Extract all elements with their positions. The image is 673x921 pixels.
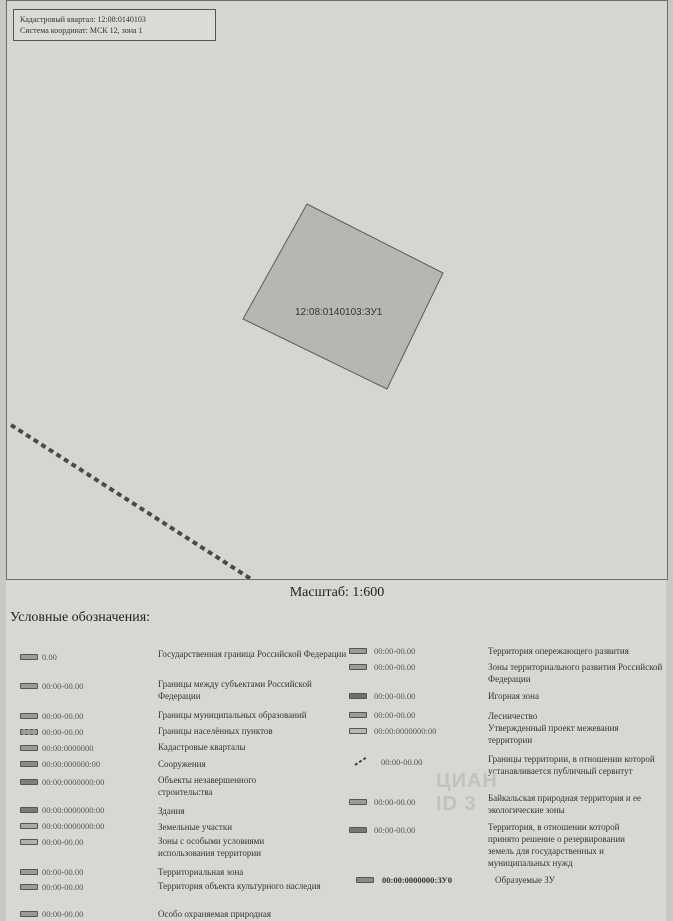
legend-swatch [20, 761, 38, 767]
legend-swatch [20, 729, 38, 735]
legend-title: Условные обозначения: [10, 610, 151, 625]
legend-code: 00:00-00.00 [374, 662, 416, 672]
legend-swatch [20, 779, 38, 785]
legend-desc: Образуемые ЗУ [495, 875, 555, 885]
legend-desc: Границы населённых пунктов [158, 726, 273, 736]
legend-code: 00:00-00.00 [42, 837, 84, 847]
legend-desc: Кадастровые кварталы [158, 742, 246, 752]
legend-desc: Территориальная зона [158, 867, 244, 877]
legend-desc: Лесничество [488, 711, 538, 721]
legend-swatch [20, 654, 38, 660]
legend-code: 00:00-00.00 [374, 646, 416, 656]
legend-swatch [20, 911, 38, 917]
legend-swatch [349, 664, 367, 670]
legend-code: 00:00-00.00 [42, 681, 84, 691]
legend-swatch [20, 869, 38, 875]
legend-desc: Зоны территориального развития Российской Федерации [488, 662, 663, 684]
legend-desc: Границы между субъектами Российской Федерации [158, 679, 312, 701]
legend-desc: Территория объекта культурного наследия [158, 881, 321, 891]
legend-code: 00:00-00.00 [42, 711, 84, 721]
scale-label: Масштаб: 1:600 [289, 585, 385, 600]
legend-swatch [349, 827, 367, 833]
legend-swatch [20, 683, 38, 689]
legend-desc: Территория опережающего развития [488, 646, 629, 656]
legend-desc: Территория, в отношении которой принято решение о резервировании земель для государственных и муниципальных нужд [488, 822, 625, 868]
legend-code: 00:00:0000000 [42, 743, 94, 753]
watermark-line2: ID 3 [436, 793, 477, 815]
coordinate-system-label: Система координат: МСК 12, зона 1 [20, 26, 143, 35]
legend-code: 00:00-00.00 [42, 909, 84, 919]
cadastral-map [6, 0, 668, 580]
legend-swatch [20, 807, 38, 813]
legend-code: 00:00:0000000:00 [42, 777, 105, 787]
legend-code: 00:00-00.00 [374, 825, 416, 835]
legend-code: 00:00-00.00 [42, 882, 84, 892]
legend-desc: Границы муниципальных образований [158, 710, 307, 720]
legend-desc: Границы территории, в отношении которой устанавливается публичный сервитут [488, 754, 655, 776]
legend-code: 00:00-00.00 [374, 797, 416, 807]
legend-swatch [20, 884, 38, 890]
legend-swatch [20, 713, 38, 719]
land-parcel [243, 204, 443, 389]
legend-code: 00:00:0000000:ЗУ0 [382, 875, 453, 885]
legend-code: 00:00-00.00 [42, 867, 84, 877]
legend-desc: Здания [158, 806, 185, 816]
map-canvas [7, 1, 668, 580]
legend-swatch [349, 799, 367, 805]
legend-desc: Земельные участки [158, 822, 233, 832]
legend-desc: Утвержденный проект межевания территории [488, 723, 619, 745]
parcel-label: 12:08:0140103:ЗУ1 [295, 307, 383, 318]
legend-desc: Зоны с особыми условиями использования территории [158, 836, 265, 858]
legend-swatch [20, 745, 38, 751]
legend-code: 00:00-00.00 [374, 691, 416, 701]
quarter-info-box [13, 9, 216, 41]
legend-code: 0.00 [42, 652, 57, 662]
legend-swatch [349, 728, 367, 734]
legend-swatch [20, 823, 38, 829]
legend-swatch [356, 877, 374, 883]
legend-code: 00:00:000000:00 [42, 759, 101, 769]
legend-swatch [349, 712, 367, 718]
document-sheet [6, 0, 666, 921]
legend-desc: Игорная зона [488, 691, 539, 701]
boundary-line [11, 425, 251, 579]
legend-desc: Особо охраняемая природная [158, 909, 271, 919]
quarter-label: Кадастровый квартал: 12:08:0140103 [20, 15, 146, 24]
legend-desc: Сооружения [158, 759, 206, 769]
legend-code: 00:00:0000000:00 [374, 726, 437, 736]
legend [6, 640, 668, 921]
legend-code: 00:00:0000000:00 [42, 805, 105, 815]
legend-swatch [20, 839, 38, 845]
legend-swatch [349, 693, 367, 699]
legend-desc: Государственная граница Российской Федерации [158, 649, 347, 659]
legend-code: 00:00-00.00 [42, 727, 84, 737]
slash-line-icon [353, 756, 373, 766]
legend-desc: Объекты незавершенного строительства [158, 775, 257, 797]
watermark [436, 770, 498, 816]
legend-code: 00:00:0000000:00 [42, 821, 105, 831]
legend-code: 00:00-00.00 [381, 757, 423, 767]
legend-code: 00:00-00.00 [374, 710, 416, 720]
legend-swatch [349, 648, 367, 654]
legend-desc: Байкальская природная территория и ее экологические зоны [488, 793, 641, 815]
watermark-line1: ЦИАН [436, 770, 498, 792]
